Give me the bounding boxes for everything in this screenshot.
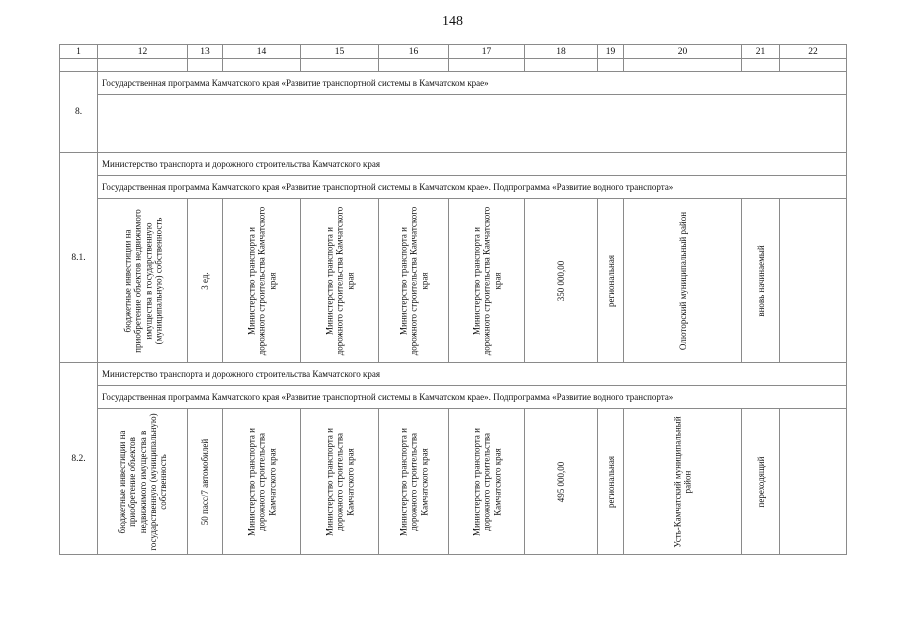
col-header: 20 [624, 45, 742, 59]
cell-col15 [301, 199, 379, 363]
cell-col19 [598, 199, 624, 363]
cell-col16 [379, 199, 449, 363]
col-header: 16 [379, 45, 449, 59]
program-title: Государственная программа Камчатского края «Развитие транспортной системы в Камчатском крае». Подпрограмма «Развитие водного транспорта» [98, 176, 847, 199]
empty-cell [98, 95, 847, 153]
cell-col14 [223, 199, 301, 363]
ministry: Министерство транспорта и дорожного строительства Камчатского края [323, 427, 355, 536]
investment-table [59, 44, 847, 555]
blank-row [60, 59, 847, 72]
status: вновь начинаемый [755, 244, 766, 317]
cell-col14 [223, 409, 301, 555]
cell-col13 [188, 199, 223, 363]
col-header: 21 [742, 45, 780, 59]
col-header: 22 [780, 45, 847, 59]
capacity: 50 пасс/7 автомобилей [199, 438, 210, 525]
cell-col16 [379, 409, 449, 555]
section-8-program-row [60, 72, 847, 95]
row-8-1-program [60, 176, 847, 199]
cell-col18 [525, 409, 598, 555]
row-8-1-data [60, 199, 847, 363]
cell-col20 [624, 409, 742, 555]
column-number-row [60, 45, 847, 59]
ministry-title: Министерство транспорта и дорожного строительства Камчатского края [98, 153, 847, 176]
cell-col20 [624, 199, 742, 363]
program-title: Государственная программа Камчатского края «Развитие транспортной системы в Камчатском крае». Подпрограмма «Развитие водного транспорта» [98, 386, 847, 409]
row-8-2-data [60, 409, 847, 555]
capacity: 3 ед. [199, 271, 210, 290]
ministry: Министерство транспорта и дорожного строительства Камчатского края [323, 206, 355, 355]
cell-col21 [742, 409, 780, 555]
program-title: Государственная программа Камчатского края «Развитие транспортной системы в Камчатском крае» [98, 72, 847, 95]
cell-col17 [449, 199, 525, 363]
ministry: Министерство транспорта и дорожного строительства Камчатского края [397, 206, 429, 355]
investment-type: бюджетные инвестиции на приобретение объектов недвижимого имущества в государственную (муниципальную) собственность [116, 412, 169, 551]
district: Олюторский муниципальный район [677, 211, 688, 350]
cell-col21 [742, 199, 780, 363]
section-number: 8. [60, 72, 98, 153]
cell-col19 [598, 409, 624, 555]
col-header: 14 [223, 45, 301, 59]
row-8-1-ministry [60, 153, 847, 176]
district: Усть-Камчатский муниципальный район [672, 415, 693, 548]
col-header: 13 [188, 45, 223, 59]
investment-type: бюджетные инвестиции на приобретение объектов недвижимого имущества в государственную (муниципальную) собственность [121, 208, 163, 353]
cell-col12 [98, 409, 188, 555]
cell-col22 [780, 199, 847, 363]
col-header: 17 [449, 45, 525, 59]
ministry: Министерство транспорта и дорожного строительства Камчатского края [245, 427, 277, 536]
col-header: 15 [301, 45, 379, 59]
page-number: 148 [442, 14, 463, 29]
cell-col17 [449, 409, 525, 555]
amount: 495 000,00 [555, 461, 566, 502]
section-8-empty-row [60, 95, 847, 153]
cell-col22 [780, 409, 847, 555]
cell-col13 [188, 409, 223, 555]
row-8-2-ministry [60, 363, 847, 386]
row-8-2-program [60, 386, 847, 409]
col-header: 12 [98, 45, 188, 59]
row-number: 8.1. [60, 153, 98, 363]
ministry-title: Министерство транспорта и дорожного строительства Камчатского края [98, 363, 847, 386]
col-header: 18 [525, 45, 598, 59]
col-header: 1 [60, 45, 98, 59]
level: региональная [605, 455, 616, 508]
col-header: 19 [598, 45, 624, 59]
cell-col12 [98, 199, 188, 363]
ministry: Министерство транспорта и дорожного строительства Камчатского края [397, 427, 429, 536]
ministry: Министерство транспорта и дорожного строительства Камчатского края [470, 206, 502, 355]
amount: 350 000,00 [555, 260, 566, 301]
ministry: Министерство транспорта и дорожного строительства Камчатского края [245, 206, 277, 355]
cell-col15 [301, 409, 379, 555]
row-number: 8.2. [60, 363, 98, 555]
ministry: Министерство транспорта и дорожного строительства Камчатского края [470, 427, 502, 536]
level: региональная [605, 254, 616, 307]
status: переходящий [755, 456, 766, 507]
cell-col18 [525, 199, 598, 363]
